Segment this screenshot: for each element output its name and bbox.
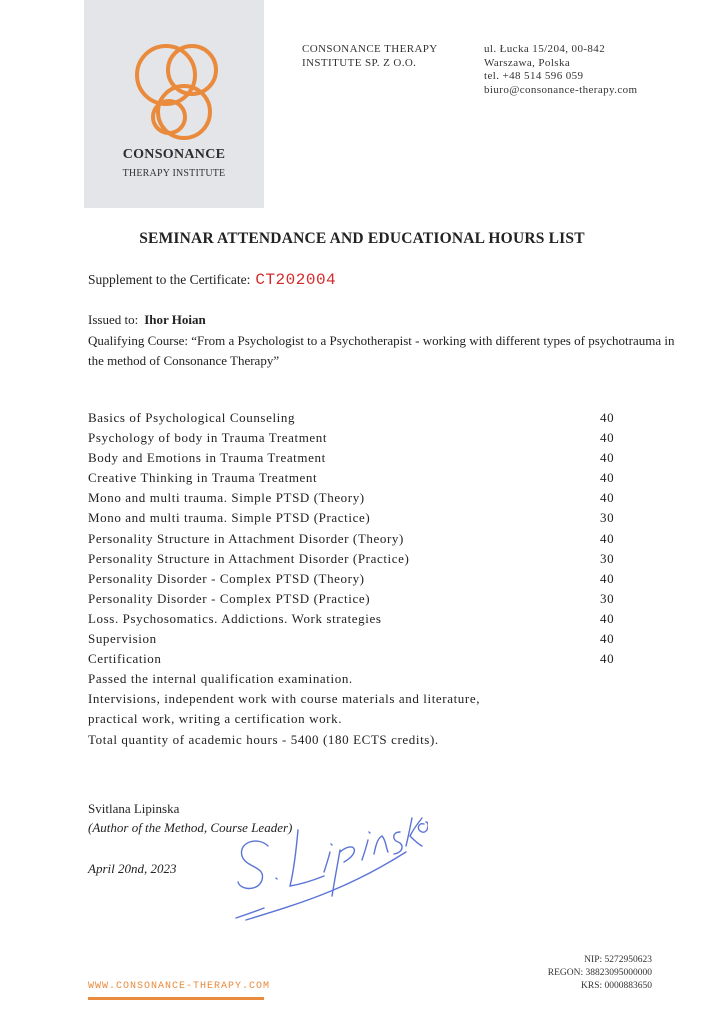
signature-date: April 20nd, 2023 bbox=[88, 861, 177, 876]
course-name: Supervision bbox=[88, 631, 157, 647]
supplement-line bbox=[88, 271, 336, 289]
note-line: Passed the internal qualification examination. bbox=[88, 671, 353, 686]
document-title: SEMINAR ATTENDANCE AND EDUCATIONAL HOURS LIST bbox=[139, 230, 585, 247]
course-row bbox=[88, 529, 628, 549]
course-name: Basics of Psychological Counseling bbox=[88, 410, 296, 425]
certificate-number: CT202004 bbox=[255, 271, 337, 289]
contact-info bbox=[484, 43, 637, 97]
course-name: Loss. Psychosomatics. Addictions. Work strategies bbox=[88, 610, 382, 626]
company-name bbox=[302, 43, 438, 70]
company-line: INSTITUTE SP. Z O.O. bbox=[302, 56, 417, 69]
registration-info bbox=[548, 954, 652, 993]
course-row bbox=[88, 428, 628, 448]
course-hours: 40 bbox=[600, 470, 615, 486]
company-line: CONSONANCE THERAPY bbox=[302, 43, 438, 55]
email-text: biuro@consonance-therapy.com bbox=[484, 83, 638, 96]
krs-text: KRS: 0000883650 bbox=[581, 981, 652, 991]
issued-line bbox=[88, 312, 206, 328]
course-row bbox=[88, 609, 628, 629]
course-name: Personality Structure in Attachment Disorder (Practice) bbox=[88, 550, 410, 566]
course-hours: 40 bbox=[600, 450, 615, 466]
logo-name: CONSONANCE bbox=[122, 147, 226, 162]
course-row bbox=[88, 629, 628, 649]
logo-block bbox=[84, 0, 264, 208]
course-hours: 40 bbox=[600, 530, 615, 546]
course-row bbox=[88, 408, 628, 428]
course-hours: 40 bbox=[600, 410, 615, 425]
course-name: Psychology of body in Trauma Treatment bbox=[88, 430, 328, 446]
course-hours: 30 bbox=[600, 590, 615, 606]
logo-subtitle: THERAPY INSTITUTE bbox=[122, 168, 226, 179]
note-line: Intervisions, independent work with course materials and literature, bbox=[88, 691, 481, 707]
note-line: practical work, writing a certification work. bbox=[88, 711, 343, 727]
website-link[interactable]: WWW.CONSONANCE-THERAPY.COM bbox=[88, 981, 271, 992]
course-name: Mono and multi trauma. Simple PTSD (Theory) bbox=[88, 490, 365, 506]
qualifying-course: Qualifying Course: “From a Psychologist to a Psychotherapist - working with different types of psychotrauma in the method of Consonance Therapy” bbox=[88, 333, 675, 368]
handwritten-signature bbox=[228, 800, 428, 930]
course-row bbox=[88, 589, 628, 609]
course-row bbox=[88, 569, 628, 589]
issued-name: Ihor Hoian bbox=[144, 312, 206, 327]
regon-text: REGON: 38823095000000 bbox=[547, 968, 652, 978]
course-name: Personality Disorder - Complex PTSD (Practice) bbox=[88, 590, 371, 606]
course-row bbox=[88, 649, 628, 669]
address-line: ul. Łucka 15/204, 00-842 bbox=[484, 43, 606, 55]
course-row bbox=[88, 488, 628, 508]
course-name: Personality Disorder - Complex PTSD (Theory) bbox=[88, 570, 365, 586]
course-hours: 40 bbox=[600, 430, 615, 446]
rings-logo-icon bbox=[124, 40, 224, 140]
course-name: Creative Thinking in Trauma Treatment bbox=[88, 470, 318, 486]
course-hours: 40 bbox=[600, 570, 615, 586]
course-hours: 40 bbox=[600, 490, 615, 506]
nip-text: NIP: 5272950623 bbox=[584, 955, 652, 965]
course-row bbox=[88, 549, 628, 569]
signer-role: (Author of the Method, Course Leader) bbox=[88, 820, 293, 835]
notes-block bbox=[88, 669, 480, 750]
course-row bbox=[88, 468, 628, 488]
course-name: Personality Structure in Attachment Disorder (Theory) bbox=[88, 530, 404, 546]
course-hours: 30 bbox=[600, 510, 615, 526]
courses-list bbox=[88, 408, 628, 669]
phone-text: tel. +48 514 596 059 bbox=[484, 70, 584, 82]
note-line: Total quantity of academic hours - 5400 (180 ECTS credits). bbox=[88, 731, 439, 747]
course-name: Certification bbox=[88, 651, 162, 667]
course-row bbox=[88, 508, 628, 528]
course-name: Body and Emotions in Trauma Treatment bbox=[88, 450, 326, 466]
signer-name: Svitlana Lipinska bbox=[88, 801, 180, 816]
issued-label: Issued to: bbox=[88, 312, 139, 327]
course-name: Mono and multi trauma. Simple PTSD (Practice) bbox=[88, 510, 371, 526]
supplement-label: Supplement to the Certificate: bbox=[88, 272, 251, 287]
course-row bbox=[88, 448, 628, 468]
course-hours: 40 bbox=[600, 631, 615, 647]
course-hours: 30 bbox=[600, 550, 615, 566]
address-line: Warszawa, Polska bbox=[484, 56, 571, 69]
footer-underline bbox=[88, 997, 264, 1000]
course-hours: 40 bbox=[600, 610, 615, 626]
course-hours: 40 bbox=[600, 651, 615, 667]
